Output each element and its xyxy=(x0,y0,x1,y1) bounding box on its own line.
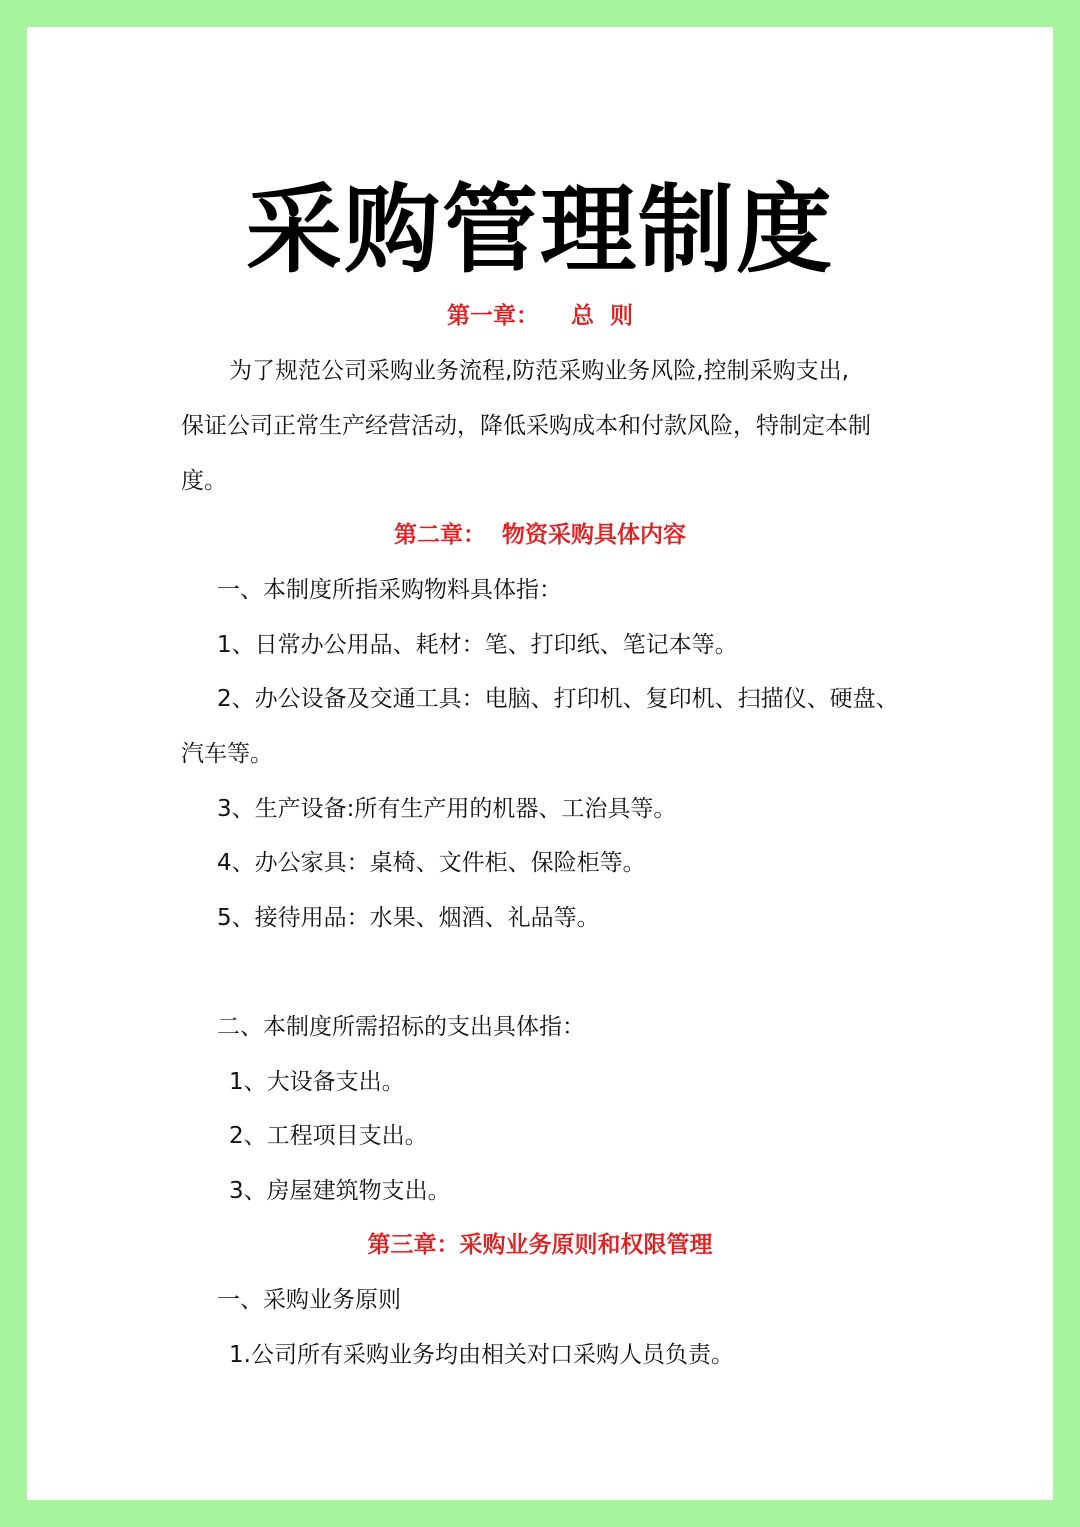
chapter-2-sub-item-3: 3、房屋建筑物支出。 xyxy=(229,1178,451,1204)
chapter-3-section-1-title: 一、采购业务原则 xyxy=(217,1287,401,1313)
chapter-2-heading: 第二章： 物资采购具体内容 xyxy=(393,522,686,548)
chapter-2-sub-item-1: 1、大设备支出。 xyxy=(229,1069,405,1095)
chapter-2-section-2-title: 二、本制度所需招标的支出具体指： xyxy=(217,1014,585,1040)
chapter-2-item-2-line-1: 2、办公设备及交通工具：电脑、打印机、复印机、扫描仪、硬盘、 xyxy=(217,686,899,712)
document-title: 采购管理制度 xyxy=(246,174,834,286)
chapter-1-paragraph-line-3: 度。 xyxy=(181,468,227,494)
chapter-2-item-4: 4、办公家具：桌椅、文件柜、保险柜等。 xyxy=(217,850,646,876)
chapter-3-item-1: 1.公司所有采购业务均由相关对口采购人员负责。 xyxy=(229,1342,734,1368)
document-page xyxy=(27,27,1053,1500)
chapter-1-paragraph-line-2: 保证公司正常生产经营活动，降低采购成本和付款风险，特制定本制 xyxy=(181,413,871,439)
chapter-2-item-1: 1、日常办公用品、耗材：笔、打印纸、笔记本等。 xyxy=(217,632,738,658)
chapter-2-item-5: 5、接待用品：水果、烟酒、礼品等。 xyxy=(217,905,600,931)
chapter-1-heading: 第一章： 总 则 xyxy=(446,303,634,329)
chapter-2-item-2-line-2: 汽车等。 xyxy=(181,741,273,767)
chapter-1-paragraph-line-1: 为了规范公司采购业务流程,防范采购业务风险,控制采购支出, xyxy=(229,358,849,384)
chapter-2-sub-item-2: 2、工程项目支出。 xyxy=(229,1123,428,1149)
chapter-2-section-1-title: 一、本制度所指采购物料具体指： xyxy=(217,577,562,603)
chapter-3-heading: 第三章：采购业务原则和权限管理 xyxy=(367,1232,713,1258)
chapter-2-item-3: 3、生产设备:所有生产用的机器、工治具等。 xyxy=(217,796,677,822)
